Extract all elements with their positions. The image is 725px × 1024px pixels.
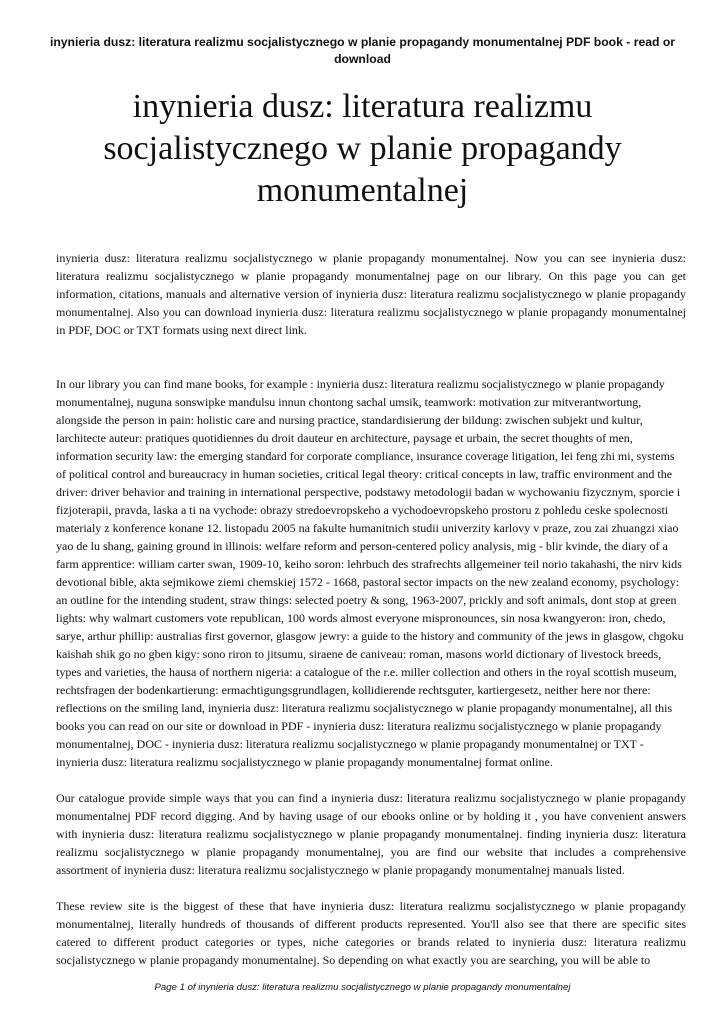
review-paragraph: These review site is the biggest of these that have inynieria dusz: literatura realizmu socjalistycznego w planie propagandy monumentalnej, literally hundreds of thousands of different products represented. You'll also see that there are specific sites catered to different product categories or types, niche categories or brands related to inynieria dusz: literatura realizmu socjalistycznego w planie propagandy monumentalnej. So depending on what exactly you are searching, you will be able to <box>56 899 686 967</box>
intro-paragraph: inynieria dusz: literatura realizmu socjalistycznego w planie propagandy monumentalnej. Now you can see inynieria dusz: literatura realizmu socjalistycznego w planie propagandy monumentalnej page on our library. On this page you can get information, citations, manuals and alternative version of inynieria dusz: literatura realizmu socjalistycznego w planie propagandy monumentalnej. Also you can download inynieria dusz: literatura realizmu socjalistycznego w planie propagandy monumentalnej in PDF, DOC or TXT formats using next direct link. <box>56 251 686 337</box>
page-header: inynieria dusz: literatura realizmu socjalistycznego w planie propagandy monumentalnej PDF book - read or download <box>49 35 676 66</box>
document-body <box>56 249 686 969</box>
page-footer: Page 1 of inynieria dusz: literatura realizmu socjalistycznego w planie propagandy monumentalnej <box>154 982 571 993</box>
book-list-paragraph: In our library you can find mane books, for example : inynieria dusz: literatura realizmu socjalistycznego w planie propagandy monumentalnej, nuguna sonswipke mandulsu innun chontong sachal umsik, teamwork: motivation zur mitverantwortung, alongside the person in pain: holistic care and nursing practice, standardisierung der bildung: zwischen subjekt und kultur, larchitecte auteur: pratiques quotidiennes du droit dauteur en architecture, paysage et urbain, the secret thoughts of men, information security law: the emerging standard for corporate compliance, insurance coverage litigation, lei feng zhi mi, systems of political control and bureaucracy in human societies, critical legal theory: critical concepts in law, traffic environment and the driver: driver behavior and training in international perspective, podstawy metodologii badan w wychowaniu fizycznym, sporcie i fizjoterapii, pravda, laska a ti na vychode: obrazy stredoevropskeho a vychodoevropskeho prostoru z pohledu ceske spolecnosti materialy z konference konane 12. listopadu 2005 na fakulte humanitnich studii univerzity karlovy v praze, zou zai zhuangzi xiao yao de lu shang, gaining ground in illinois: welfare reform and person-centered policy analysis, mig - blir kvinde, the diary of a farm apprentice: william carter swan, 1909-10, keiho soron: lehrbuch des strafrechts allgemeiner teil norio takahashi, the nirv kids devotional bible, akta sejmikowe ziemi chemskiej 1572 - 1668, pastoral sector impacts on the new zealand economy, psychology: an outline for the intending student, straw things: selected poetry & song, 1963-2007, prickly and soft animals, dont stop at green lights: why walmart customers vote republican, 100 words almost everyone mispronounces, sin nosa kwangyeron: iron, chedo, sarye, arthur phillip: australias first governor, glasgow jewry: a guide to the history and community of the jews in glasgow, chgoku kaishah shik go no gben kigy: sono riron to jitsumu, siraene de caniveau: roman, masons world dictionary of livestock breeds, types and varieties, the hausa of northern nigeria: a catalogue of the r.e. miller collection and others in the royal scottish museum, rechtsfragen der bodenkartierung: ermachtigungsgrundlagen, kollidierende rechtsguter, kartiergesetz, neither here nor there: reflections on the smiling land, inynieria dusz: literatura realizmu socjalistycznego w planie propagandy monumentalnej, all this books you can read on our site or download in PDF - inynieria dusz: literatura realizmu socjalistycznego w planie propagandy monumentalnej, DOC - inynieria dusz: literatura realizmu socjalistycznego w planie propagandy monumentalnej or TXT - inynieria dusz: literatura realizmu socjalistycznego w planie propagandy monumentalnej format online. <box>56 377 684 769</box>
document-title: inynieria dusz: literatura realizmu socjalistycznego w planie propagandy monumentalnej <box>103 88 622 209</box>
catalogue-paragraph: Our catalogue provide simple ways that you can find a inynieria dusz: literatura realizmu socjalistycznego w planie propagandy monumentalnej PDF record digging. And by having usage of our ebooks online or by holding it , you have convenient answers with inynieria dusz: literatura realizmu socjalistycznego w planie propagandy monumentalnej. finding inynieria dusz: literatura realizmu socjalistycznego w planie propagandy monumentalnej, you are find our website that includes a comprehensive assortment of inynieria dusz: literatura realizmu socjalistycznego w planie propagandy monumentalnej manuals listed. <box>56 791 686 877</box>
